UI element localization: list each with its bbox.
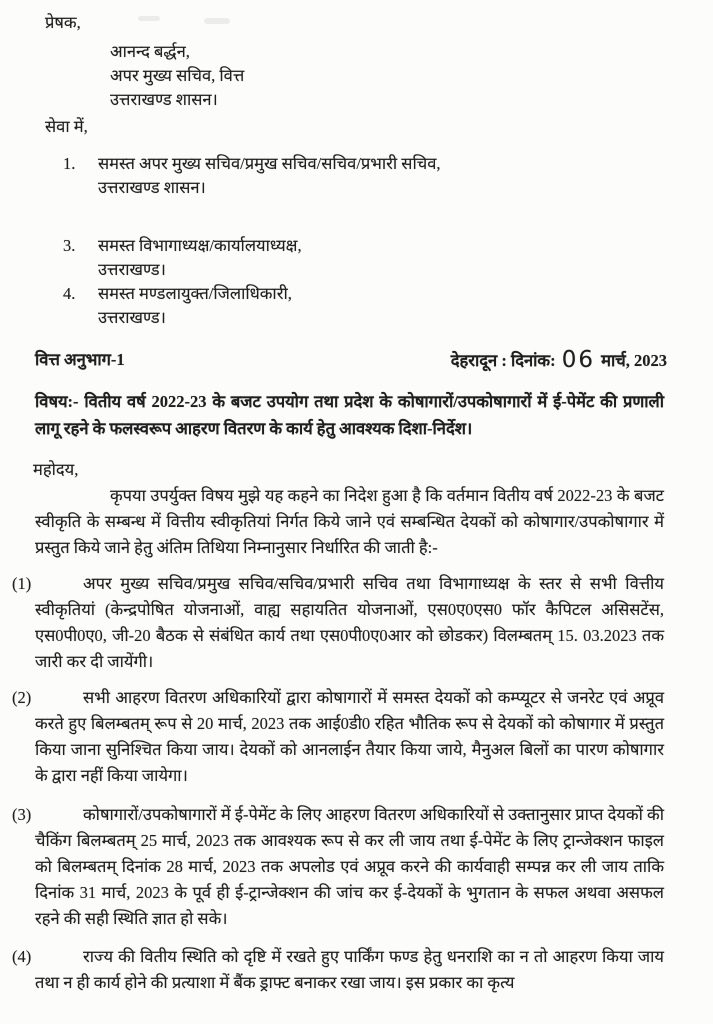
- recipient-item-3: [63, 234, 689, 282]
- point-text: कोषागारों/उपकोषागारों में ई-पेमेंट के लिए आहरण वितरण अधिकारियों से उक्तानुसार प्राप्त देयकों की चैकिंग बिलम्बतम् 25 मार्च, 2023 तक आवश्यक रूप से कर ली जाय तथा ई-पेमेंट के लिए ट्रान्जेक्शन फाइल को बिलम्बतम् दिनांक 28 मार्च, 2023 तक अपलोड एवं अप्रूव करने की कार्यवाही सम्पन्न कर ली जाय ताकि दिनांक 31 मार्च, 2023 के पूर्व ही ई-ट्रान्जेक्शन की जांच कर ई-देयकों के भुगतान के सफल अथवा असफल रहने की सही स्थिति ज्ञात हो सके।: [35, 805, 664, 928]
- point-text: राज्य की वितीय स्थिति को दृष्टि में रखते हुए पार्किंग फण्ड हेतु धनराशि का न तो आहरण किया जाय तथा न ही कार्य होने की प्रत्याशा में बैंक ड्राफ्ट बनाकर रखा जाय। इस प्रकार का कृत्य: [35, 947, 664, 992]
- recipient-item-1: [63, 152, 689, 200]
- recipient-number: 3.: [63, 236, 76, 255]
- recipient-number: 4.: [63, 284, 76, 303]
- recipient-line: उत्तराखण्ड शासन।: [98, 178, 206, 197]
- recipient-item-4: [63, 282, 689, 330]
- recipient-list: [0, 152, 689, 330]
- dateline-row: [35, 346, 689, 374]
- point-paragraph-4: [12, 944, 689, 996]
- sender-organization: उत्तराखण्ड शासन।: [110, 90, 218, 109]
- date-block: [451, 346, 667, 374]
- date-month-year: मार्च, 2023: [601, 351, 667, 370]
- point-number: (2): [12, 688, 32, 707]
- scan-artifact: [204, 18, 230, 24]
- sender-label: प्रेषक,: [45, 13, 81, 32]
- recipient-line: समस्त मण्डलायुक्त/जिलाधिकारी,: [98, 284, 292, 303]
- point-paragraph-2: [12, 685, 689, 789]
- salutation: महोदय,: [33, 460, 79, 479]
- point-paragraph-3: [12, 802, 689, 932]
- date-prefix: देहरादून : दिनांक:: [450, 351, 556, 370]
- section-reference: वित्त अनुभाग-1: [35, 350, 125, 369]
- addressee-label: सेवा में,: [45, 117, 88, 136]
- point-number: (1): [12, 574, 32, 593]
- recipient-line: समस्त विभागाध्यक्ष/कार्यालयाध्यक्ष,: [98, 236, 302, 255]
- sender-block: [110, 40, 689, 112]
- sender-name: आनन्द बर्द्धन,: [110, 42, 190, 61]
- opening-paragraph: कृपया उपर्युक्त विषय मुझे यह कहने का निदेश हुआ है कि वर्तमान वितीय वर्ष 2022-23 के बजट स्वीकृति के सम्बन्ध में वित्तीय स्वीकृतियां निर्गत किये जाने एवं सम्बन्धित देयकों को कोषागार/उपकोषागार में प्रस्तुत किये जाने हेतु अंतिम तिथिया निम्नानुसार निर्धारित की जाती है:-: [35, 486, 664, 557]
- scan-artifact: [138, 16, 160, 21]
- recipient-line: उत्तराखण्ड।: [98, 260, 166, 279]
- point-number: (4): [12, 947, 32, 966]
- subject-line: विषय:- वितीय वर्ष 2022-23 के बजट उपयोग तथा प्रदेश के कोषागारों/उपकोषागारों में ई-पेमेंट की प्रणाली लागू रहने के फलस्वरूप आहरण वितरण के कार्य हेतु आवश्यक दिशा-निर्देश।: [35, 392, 664, 438]
- recipient-line: समस्त अपर मुख्य सचिव/प्रमुख सचिव/सचिव/प्रभारी सचिव,: [98, 154, 441, 173]
- handwritten-date-day: 06: [561, 347, 595, 373]
- recipient-line: उत्तराखण्ड।: [98, 308, 166, 327]
- recipient-number: 1.: [63, 154, 76, 173]
- point-text: अपर मुख्य सचिव/प्रमुख सचिव/सचिव/प्रभारी सचिव तथा विभागाध्यक्ष के स्तर से सभी वित्तीय स्वीकृतियां (केन्द्रपोषित योजनाओं, वाह्य सहायतित योजनाओं, एस0ए0एस0 फॉर कैपिटल असिसटेंस, एस0पी0ए0, जी-20 बैठक से संबंधित कार्य तथा एस0पी0ए0आर को छोडकर) विलम्बतम् 15. 03.2023 तक जारी कर दी जायेंगी।: [35, 574, 664, 671]
- point-paragraph-1: [12, 571, 689, 675]
- sender-designation: अपर मुख्य सचिव, वित्त: [110, 66, 245, 85]
- point-number: (3): [12, 805, 32, 824]
- point-text: सभी आहरण वितरण अधिकारियों द्वारा कोषागारों में समस्त देयकों को कम्प्यूटर से जनरेट एवं अप्रूव करते हुए बिलम्बतम् रूप से 20 मार्च, 2023 तक आई0डी0 रहित भौतिक रूप से देयकों को कोषागार में प्रस्तुत किया जाना सुनिश्चित किया जाय। देयकों को आनलाईन तैयार किया जाये, मैनुअल बिलों का पारण कोषागार के द्वारा नहीं किया जायेगा।: [35, 688, 664, 785]
